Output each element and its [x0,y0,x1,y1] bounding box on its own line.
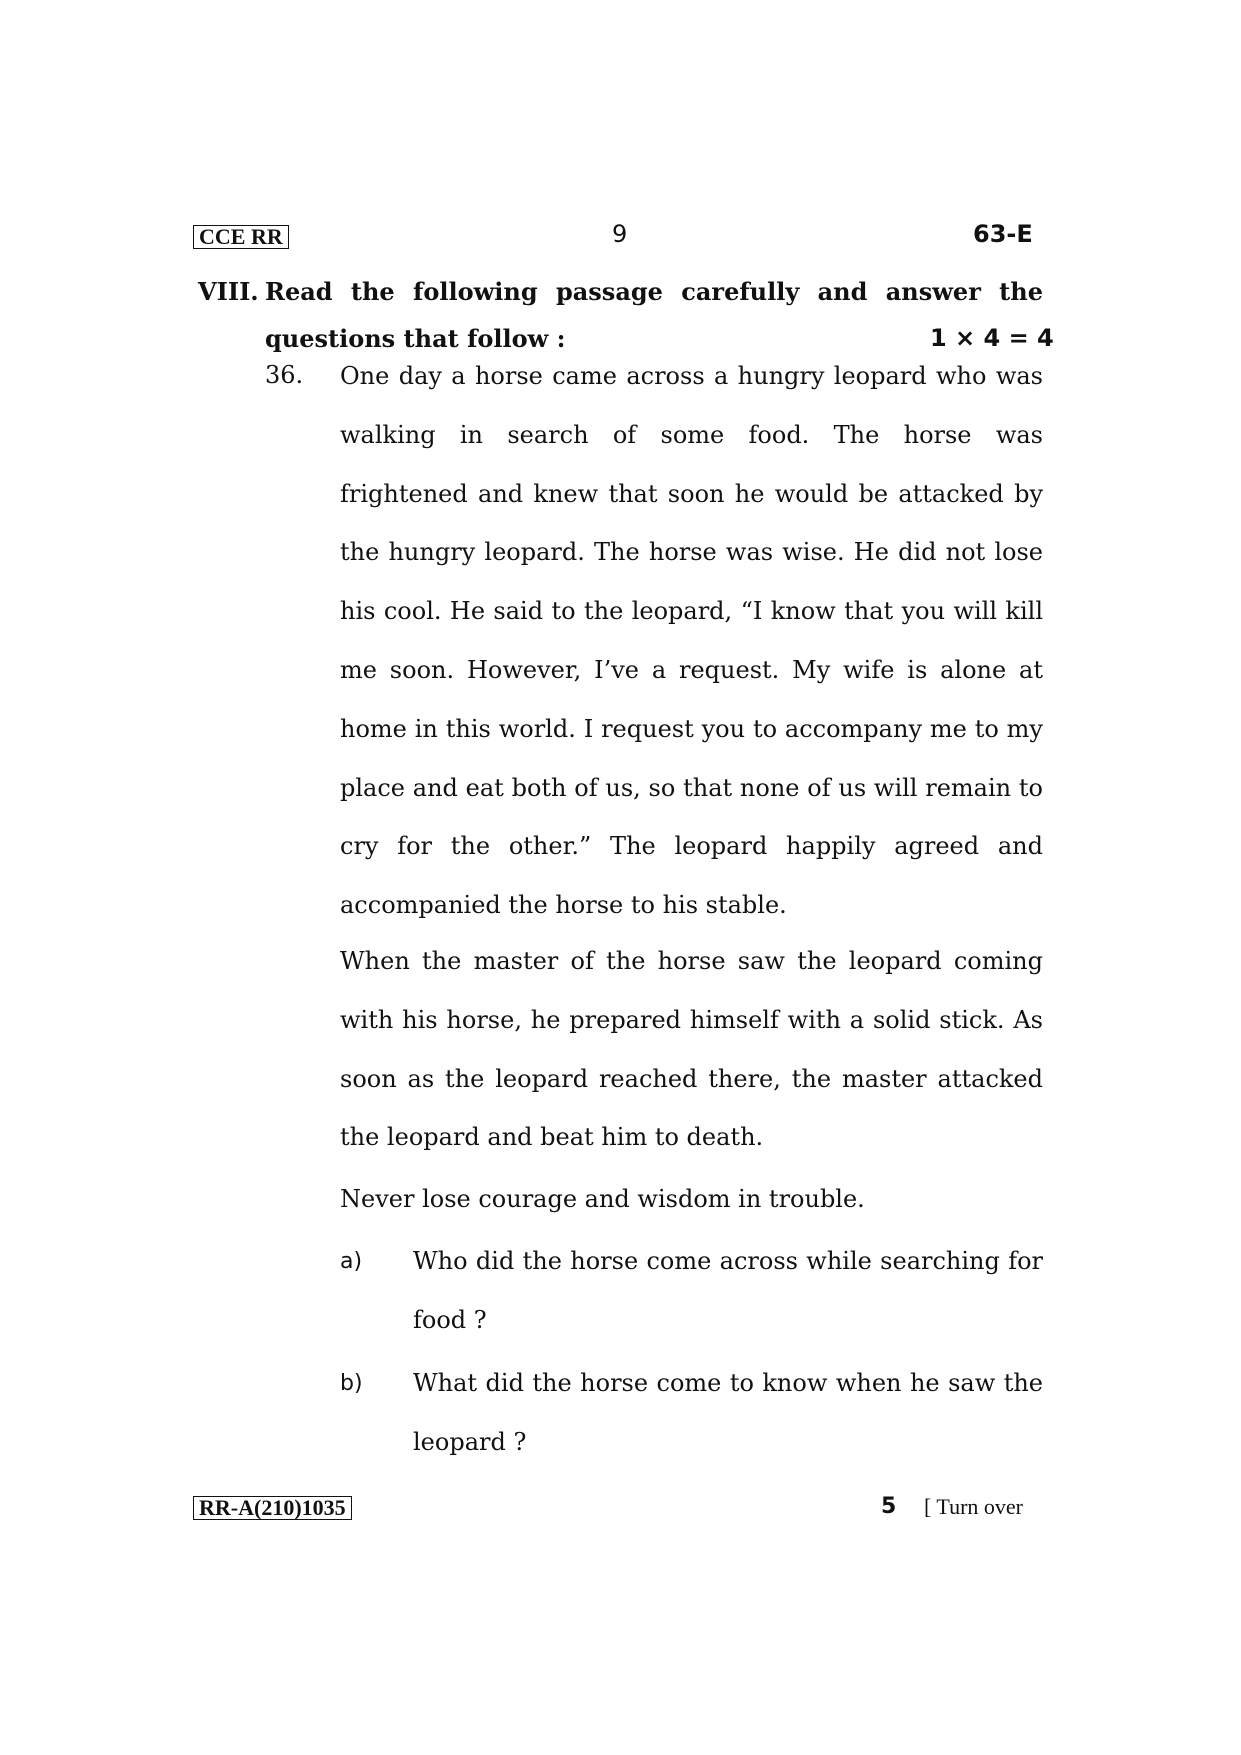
section-number: VIII. [198,277,259,306]
passage-paragraph-1: One day a horse came across a hungry leopard who was walking in search of some food. The horse was frightened and knew that soon he would be attacked by the hungry leopard. The horse was wise. He did not lose his cool. He said to the leopard, “I know that you will kill me soon. However, I’ve a request. My wife is alone at home in this world. I request you to accompany me to my place and eat both of us, so that none of us will remain to cry for the other.” The leopard happily agreed and accompanied the horse to his stable. [340,362,1043,920]
passage-paragraph-2: When the master of the horse saw the leopard coming with his horse, he prepared himself with a solid stick. As soon as the leopard reached there, the master attacked the leopard and beat him to death. [340,947,1043,1152]
sub-question-a-text: Who did the horse come across while searching for food ? [413,1247,1043,1334]
sub-question-b-text: What did the horse come to know when he saw the leopard ? [413,1369,1043,1456]
header-paper-code: 63-E [973,220,1033,248]
sub-question-a-label: a) [340,1249,363,1274]
question-number: 36. [265,361,304,389]
section-marks: 1 × 4 = 4 [930,324,1054,352]
header-code: CCE RR [193,225,289,249]
section-instruction-line2: questions that follow : [265,324,566,353]
header-page-number: 9 [612,220,628,248]
footer-code: RR-A(210)1035 [193,1496,352,1520]
sub-question-b-label: b) [340,1371,363,1396]
footer-turn-over: [ Turn over [924,1494,1024,1519]
section-instruction-line1: Read the following passage carefully and answer the [265,277,1043,306]
footer-page-number: 5 [881,1494,897,1519]
passage-paragraph-3: Never lose courage and wisdom in trouble. [340,1185,865,1213]
